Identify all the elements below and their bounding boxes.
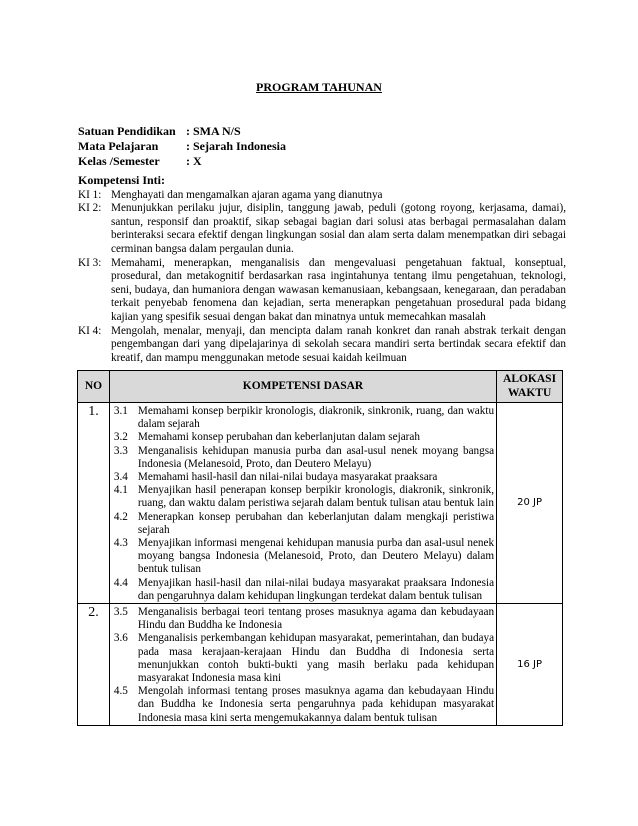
kd-code: 3.2 (113, 431, 128, 444)
kd-text: Mengolah informasi tentang proses masuknya agama dan kebudayaan Hindu dan Buddha ke Indonesia serta pengaruhnya pada kehidupan masyarakat Indonesia masa kini serta mengemukakannya dalam bentuk tulisan (137, 685, 495, 724)
kd-item (114, 445, 494, 471)
kd-item (114, 405, 494, 431)
kd-text: Memahami konsep berpikir kronologis, diakronik, sinkronik, ruang, dan waktu dalam sejarah (137, 405, 495, 431)
ki-code: KI 3: (78, 256, 102, 269)
kd-text: Menyajikan hasil-hasil dan nilai-nilai budaya masyarakat praaksara Indonesia dan pengaruhnya dalam kehidupan lingkungan terdekat dalam bentuk tulisan (137, 576, 495, 602)
table-row (78, 403, 563, 604)
kd-text: Menyajikan informasi mengenai kehidupan manusia purba dan asal-usul nenek moyang bangsa Indonesia (Melanesoid, Proto, dan Deutero Melayu) dalam bentuk tulisan (137, 537, 495, 576)
meta-label: Mata Pelajaran (78, 139, 159, 153)
kd-code: 3.1 (113, 405, 128, 417)
kd-code: 4.1 (113, 484, 128, 497)
kd-code: 4.5 (113, 685, 128, 698)
ki-text: Menghayati dan mengamalkan ajaran agama yang dianutnya (111, 188, 383, 201)
header-kompetensi-dasar: KOMPETENSI DASAR (109, 371, 496, 403)
kompetensi-inti-section (78, 174, 566, 365)
kd-code: 3.5 (113, 606, 128, 619)
ki-code: KI 1: (78, 188, 102, 201)
kd-text: Menyajikan hasil penerapan konsep berpikir kronologis, diakronik, sinkronik, ruang, dan waktu dalam peristiwa sejarah dalam bentuk tulisan atau bentuk lain (137, 484, 495, 510)
meta-value: : Sejarah Indonesia (186, 139, 287, 153)
kd-code: 3.4 (113, 471, 128, 484)
kd-text: Menerapkan konsep perubahan dan keberlanjutan dalam mengkaji peristiwa sejarah (137, 510, 495, 536)
header-alokasi-waktu: ALOKASI WAKTU (497, 371, 563, 403)
kd-item (114, 577, 494, 603)
table-header-row (78, 371, 563, 403)
row-number: 2. (78, 604, 110, 726)
kd-text: Menganalisis berbagai teori tentang proses masuknya agama dan kebudayaan Hindu dan Buddha ke Indonesia (137, 606, 495, 632)
kd-item (114, 606, 494, 632)
kd-item (114, 537, 494, 577)
kd-cell (109, 403, 496, 604)
kd-text: Memahami hasil-hasil dan nilai-nilai budaya masyarakat praaksara (137, 471, 438, 484)
ki-item (78, 257, 566, 325)
kd-item (114, 431, 494, 444)
kd-text: Menganalisis kehidupan manusia purba dan asal-usul nenek moyang bangsa Indonesia (Melanesoid, Proto, dan Deutero Melayu) (137, 444, 495, 470)
kd-code: 4.3 (113, 537, 128, 550)
ki-item (78, 202, 566, 256)
kd-item (114, 511, 494, 537)
kompetensi-dasar-table (77, 370, 563, 726)
ki-text: Memahami, menerapkan, menganalisis dan mengevaluasi pengetahuan faktual, konseptual, prosedural, dan metakognitif berdasarkan rasa ingintahunya tentang ilmu pengetahuan, teknologi, seni, budaya, dan humaniora dengan wawasan kemanusiaan, kebangsaan, kenegaraan, dan peradaban terkait penyebab fenomena dan kejadian, serta menerapkan pengetahuan prosedural pada bidang kajian yang spesifik sesuai dengan bakat dan minatnya untuk memecahkan masalah (111, 256, 566, 323)
meta-label: Kelas /Semester (78, 154, 160, 168)
kd-text: Memahami konsep perubahan dan keberlanjutan dalam sejarah (137, 431, 420, 444)
ki-item (78, 189, 566, 203)
row-number: 1. (78, 403, 110, 604)
table-row (78, 604, 563, 726)
ki-code: KI 4: (78, 324, 102, 337)
kd-code: 3.6 (113, 632, 128, 645)
kd-item (114, 471, 494, 484)
ki-item (78, 325, 566, 366)
meta-value: : SMA N/S (186, 124, 241, 138)
header-no: NO (78, 371, 110, 403)
ki-text: Mengolah, menalar, menyaji, dan mencipta dalam ranah konkret dan ranah abstrak terkait dengan pengembangan dari yang dipelajarinya di sekolah secara mandiri serta bertindak secara efektif dan kreatif, dan mampu menggunakan metode sesuai kaidah keilmuan (111, 324, 566, 364)
alokasi-waktu-value: 20 JP (497, 403, 563, 604)
meta-value: : X (186, 154, 202, 168)
kompetensi-inti-heading: Kompetensi Inti: (78, 173, 165, 187)
kd-code: 3.3 (113, 444, 128, 457)
kd-item (114, 632, 494, 685)
ki-code: KI 2: (78, 202, 102, 215)
kd-item (114, 685, 494, 725)
alokasi-waktu-value: 16 JP (497, 604, 563, 726)
meta-row-satuan (78, 124, 286, 139)
kd-code: 4.4 (113, 576, 128, 589)
meta-row-kelas (78, 154, 286, 169)
kd-cell (109, 604, 496, 726)
kd-code: 4.2 (113, 510, 128, 523)
ki-text: Menunjukkan perilaku jujur, disiplin, tanggung jawab, peduli (gotong royong, kerjasama, damai), santun, responsif dan proaktif, sikap sebagai bagian dari solusi atas berbagai permasalahan dalam berinteraksi secara efektif dengan lingkungan sosial dan alam serta dalam menempatkan diri sebagai cerminan bangsa dalam pergaulan dunia. (111, 202, 566, 255)
kd-text: Menganalisis perkembangan kehidupan masyarakat, pemerintahan, dan budaya pada masa kerajaan-kerajaan Hindu dan Buddha di Indonesia serta menunjukkan contoh bukti-bukti yang masih berlaku pada kehidupan masyarakat Indonesia masa kini (137, 632, 495, 685)
identity-block (78, 124, 286, 169)
page-title: PROGRAM TAHUNAN (256, 80, 382, 94)
kd-item (114, 484, 494, 510)
meta-label: Satuan Pendidikan (78, 124, 176, 138)
meta-row-mapel (78, 139, 286, 154)
